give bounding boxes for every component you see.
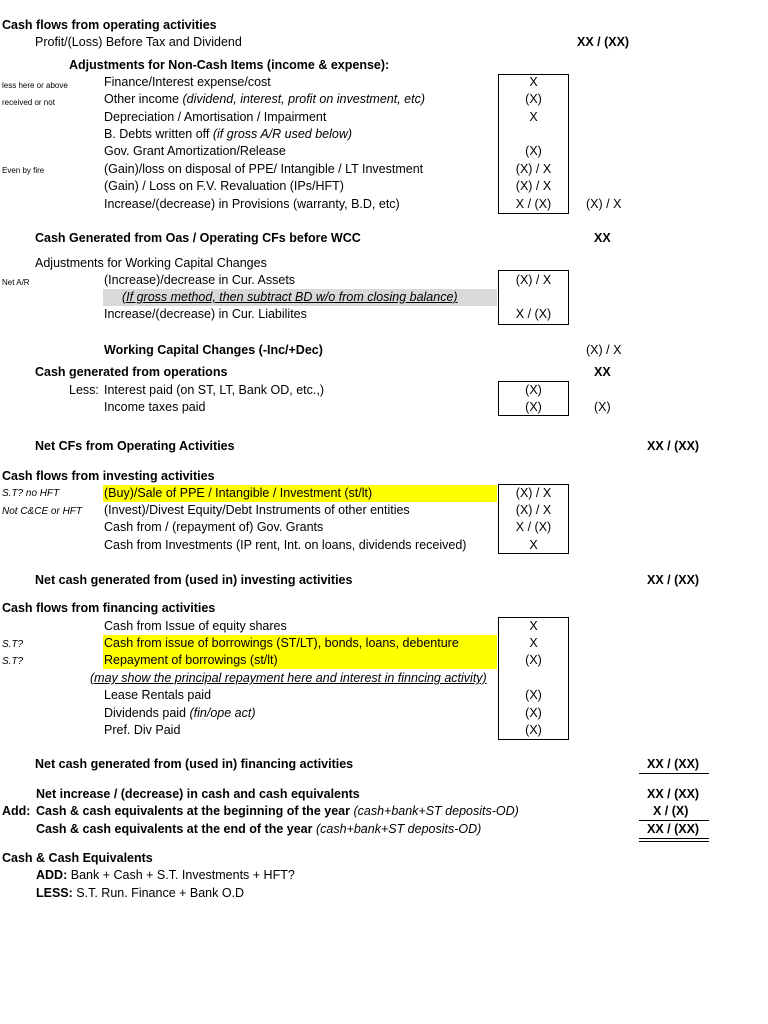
item-depreciation: Depreciation / Amortisation / Impairment bbox=[104, 110, 327, 124]
cash-gen-ops: Cash generated from operations bbox=[35, 365, 228, 379]
beginning-note: (cash+bank+ST deposits-OD) bbox=[353, 804, 519, 818]
investments: Cash from Investments (IP rent, Int. on loans, dividends received) bbox=[104, 538, 467, 552]
profit-label: Profit/(Loss) Before Tax and Dividend bbox=[35, 35, 242, 49]
gross-note: (If gross method, then subtract BD w/o from closing balance) bbox=[122, 290, 458, 304]
taxes-paid: Income taxes paid bbox=[104, 400, 206, 414]
financing-net-underline bbox=[639, 773, 709, 774]
end-value: XX / (XX) bbox=[647, 822, 700, 836]
item-disposal: (Gain)/loss on disposal of PPE/ Intangible / LT Investment bbox=[104, 162, 424, 176]
buy-sale-value: (X) / X bbox=[515, 486, 552, 500]
note-st-1: S.T? bbox=[2, 639, 24, 650]
note-st-no-hft: S.T? no HFT bbox=[2, 488, 60, 499]
principal-note: (may show the principal repayment here and interest in finncing activity) bbox=[90, 671, 487, 685]
val-disposal: (X) / X bbox=[515, 162, 552, 176]
lease-value: (X) bbox=[525, 688, 542, 702]
wc-title: Adjustments for Working Capital Changes bbox=[35, 256, 267, 270]
end-label: Cash & cash equivalents at the end of the year bbox=[36, 822, 313, 836]
cur-liab-value: X / (X) bbox=[515, 307, 552, 321]
end bbox=[36, 821, 481, 837]
bad-debts-label: B. Debts written off bbox=[104, 127, 210, 141]
investing-header: Cash flows from investing activities bbox=[2, 469, 215, 483]
equity-debt: (Invest)/Divest Equity/Debt Instruments of other entities bbox=[104, 503, 410, 517]
dividends bbox=[104, 705, 256, 721]
equity: Cash from Issue of equity shares bbox=[104, 619, 287, 633]
cce-title: Cash & Cash Equivalents bbox=[2, 851, 153, 865]
item-provisions: Increase/(decrease) in Provisions (warranty, B.D, etc) bbox=[104, 197, 400, 211]
item-grant: Gov. Grant Amortization/Release bbox=[104, 144, 286, 158]
bad-debts-note: (if gross A/R used below) bbox=[212, 127, 353, 141]
wc-changes: Working Capital Changes (-Inc/+Dec) bbox=[104, 343, 323, 357]
val-grant: (X) bbox=[525, 144, 542, 158]
note-net-ar: Net A/R bbox=[2, 278, 30, 287]
note-not-cce: Not C&CE or HFT bbox=[2, 506, 83, 517]
beginning-value: X / (X) bbox=[653, 804, 689, 818]
pref-div: Pref. Div Paid bbox=[104, 723, 181, 737]
interest-paid: Interest paid (on ST, LT, Bank OD, etc.,) bbox=[104, 383, 325, 397]
less-label: Less: bbox=[69, 383, 99, 397]
cur-liab: Increase/(decrease) in Cur. Liabilites bbox=[104, 307, 307, 321]
profit-value: XX / (XX) bbox=[577, 35, 630, 49]
net-financing-value: XX / (XX) bbox=[647, 757, 700, 771]
val-other-income: (X) bbox=[525, 92, 542, 106]
note-st-2: S.T? bbox=[2, 656, 24, 667]
wc-changes-value: (X) / X bbox=[586, 343, 622, 357]
grants: Cash from / (repayment of) Gov. Grants bbox=[104, 520, 324, 534]
other-income-note: (dividend, interest, profit on investment, etc) bbox=[182, 92, 425, 106]
beginning-label: Cash & cash equivalents at the beginning of the year bbox=[36, 804, 350, 818]
interest-paid-value: (X) bbox=[525, 383, 542, 397]
noncash-title: Adjustments for Non-Cash Items (income & expense): bbox=[69, 58, 390, 72]
net-financing: Net cash generated from (used in) financing activities bbox=[35, 757, 354, 771]
end-double-underline-1 bbox=[639, 838, 709, 839]
taxes-paid-value: (X) bbox=[525, 400, 542, 414]
val-depreciation: X bbox=[529, 110, 538, 124]
cce-add-text: Bank + Cash + S.T. Investments + HFT? bbox=[70, 868, 295, 882]
net-ops-value: XX / (XX) bbox=[647, 439, 700, 453]
cce-less-label: LESS: bbox=[36, 886, 73, 900]
other-income-label: Other income bbox=[104, 92, 180, 106]
end-note: (cash+bank+ST deposits-OD) bbox=[315, 822, 482, 836]
cash-before-wcc-value: XX bbox=[594, 231, 611, 245]
item-other-income bbox=[104, 91, 425, 107]
cash-before-wcc: Cash Generated from Oas / Operating CFs before WCC bbox=[35, 231, 361, 245]
cce-add bbox=[36, 867, 295, 883]
equity-debt-value: (X) / X bbox=[515, 503, 552, 517]
net-increase: Net increase / (decrease) in cash and cash equivalents bbox=[36, 787, 360, 801]
repayment: Repayment of borrowings (st/lt) bbox=[104, 653, 278, 667]
val-revaluation: (X) / X bbox=[515, 179, 552, 193]
dividends-note: (fin/ope act) bbox=[189, 706, 256, 720]
lease: Lease Rentals paid bbox=[104, 688, 212, 702]
cash-gen-ops-value: XX bbox=[594, 365, 611, 379]
net-ops: Net CFs from Operating Activities bbox=[35, 439, 235, 453]
note-even-fire: Even by fire bbox=[2, 166, 45, 175]
investments-value: X bbox=[529, 538, 538, 552]
equity-value: X bbox=[529, 619, 538, 633]
taxes-total: (X) bbox=[594, 400, 611, 414]
beginning bbox=[36, 803, 519, 819]
borrowings-value: X bbox=[529, 636, 538, 650]
buy-sale: (Buy)/Sale of PPE / Intangible / Investment (st/lt) bbox=[104, 486, 373, 500]
item-finance: Finance/Interest expense/cost bbox=[104, 75, 271, 89]
grants-value: X / (X) bbox=[515, 520, 552, 534]
add-label: Add: bbox=[2, 804, 31, 818]
net-increase-value: XX / (XX) bbox=[647, 787, 700, 801]
cur-assets: (Increase)/decrease in Cur. Assets bbox=[104, 273, 296, 287]
dividends-value: (X) bbox=[525, 706, 542, 720]
val-finance: X bbox=[529, 75, 538, 89]
item-revaluation: (Gain) / Loss on F.V. Revaluation (IPs/HFT) bbox=[104, 179, 344, 193]
repayment-value: (X) bbox=[525, 653, 542, 667]
end-double-underline-2 bbox=[639, 841, 709, 842]
pref-div-value: (X) bbox=[525, 723, 542, 737]
net-investing-value: XX / (XX) bbox=[647, 573, 700, 587]
val-provisions: X / (X) bbox=[515, 197, 552, 211]
note-less-here: less here or above bbox=[2, 81, 68, 90]
dividends-label: Dividends paid bbox=[104, 706, 186, 720]
note-received: received or not bbox=[2, 98, 55, 107]
financing-header: Cash flows from financing activities bbox=[2, 601, 216, 615]
cce-less bbox=[36, 885, 244, 901]
item-bad-debts bbox=[104, 126, 352, 142]
borrowings: Cash from issue of borrowings (ST/LT), bonds, loans, debenture bbox=[104, 636, 459, 650]
cce-less-text: S.T. Run. Finance + Bank O.D bbox=[76, 886, 245, 900]
cur-assets-value: (X) / X bbox=[515, 273, 552, 287]
val-provisions-total: (X) / X bbox=[586, 197, 622, 211]
net-investing: Net cash generated from (used in) investing activities bbox=[35, 573, 353, 587]
cce-add-label: ADD: bbox=[36, 868, 68, 882]
operating-header: Cash flows from operating activities bbox=[2, 18, 217, 32]
